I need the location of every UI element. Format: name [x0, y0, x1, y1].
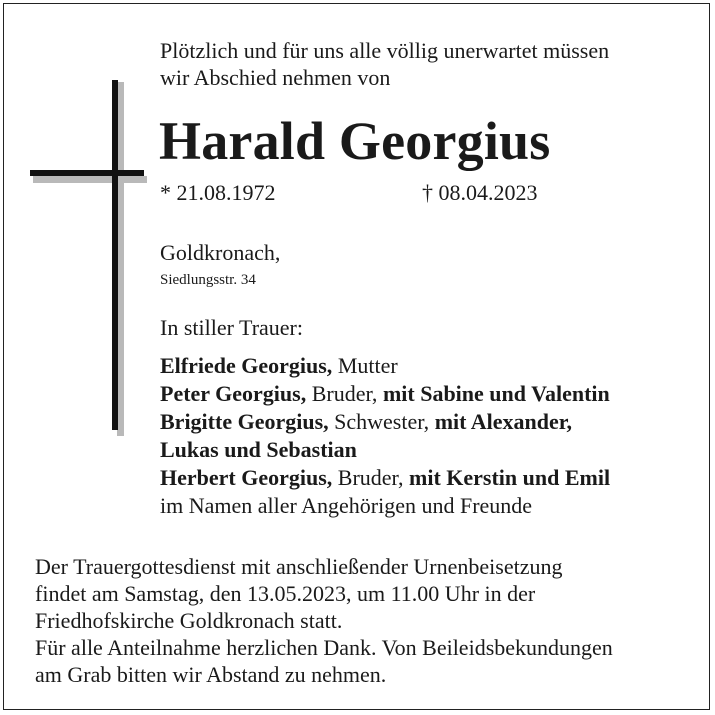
mourner-line — [160, 436, 610, 464]
mourning-label: In stiller Trauer: — [160, 315, 303, 340]
mourner-line — [160, 380, 610, 408]
residence-city: Goldkronach, — [160, 240, 281, 265]
mourner-relation: Bruder, — [306, 381, 383, 406]
mourner-with: mit Alexander, — [434, 409, 572, 434]
mourner-with: mit Sabine und Valentin — [382, 381, 610, 406]
mourner-relation: Bruder, — [332, 465, 410, 490]
intro-line: wir Abschied nehmen von — [160, 65, 391, 90]
mourner-name: Peter Georgius, — [160, 381, 307, 406]
mourner-line — [160, 352, 610, 380]
service-line: findet am Samstag, den 13.05.2023, um 11.00 Uhr in der — [35, 581, 536, 606]
cross-shadow-horizontal — [33, 176, 147, 183]
service-line: Der Trauergottesdienst mit anschließender Urnenbeisetzung — [35, 554, 563, 579]
mourner-with: Lukas und Sebastian — [160, 437, 357, 462]
residence-street: Siedlungsstr. 34 — [160, 272, 256, 288]
death-date: † 08.04.2023 — [422, 180, 538, 205]
intro-line: Plötzlich und für uns alle völlig unerwartet müssen — [160, 38, 610, 63]
cross-vertical-bar — [112, 80, 118, 430]
birth-date: * 21.08.1972 — [160, 180, 276, 205]
deceased-name: Harald Georgius — [159, 111, 551, 171]
cross-icon — [30, 80, 150, 440]
service-line: Friedhofskirche Goldkronach statt. — [35, 608, 343, 633]
mourners-list — [160, 352, 610, 520]
intro-text — [160, 37, 609, 91]
mourners-footer: im Namen aller Angehörigen und Freunde — [160, 493, 533, 518]
mourner-relation: Schwester, — [328, 409, 435, 434]
mourner-with: mit Kerstin und Emil — [409, 465, 611, 490]
mourner-name: Herbert Georgius, — [160, 465, 333, 490]
cross-shadow-vertical — [117, 82, 124, 436]
mourner-name: Brigitte Georgius, — [160, 409, 329, 434]
service-line: Für alle Anteilnahme herzlichen Dank. Von Beileidsbekundungen — [35, 635, 613, 660]
mourner-line — [160, 464, 610, 492]
service-line: am Grab bitten wir Abstand zu nehmen. — [35, 662, 387, 687]
mourner-name: Elfriede Georgius, — [160, 353, 333, 378]
mourner-line — [160, 408, 610, 436]
service-notice — [35, 553, 613, 688]
mourner-relation: Mutter — [332, 353, 398, 378]
cross-horizontal-bar — [30, 170, 144, 176]
